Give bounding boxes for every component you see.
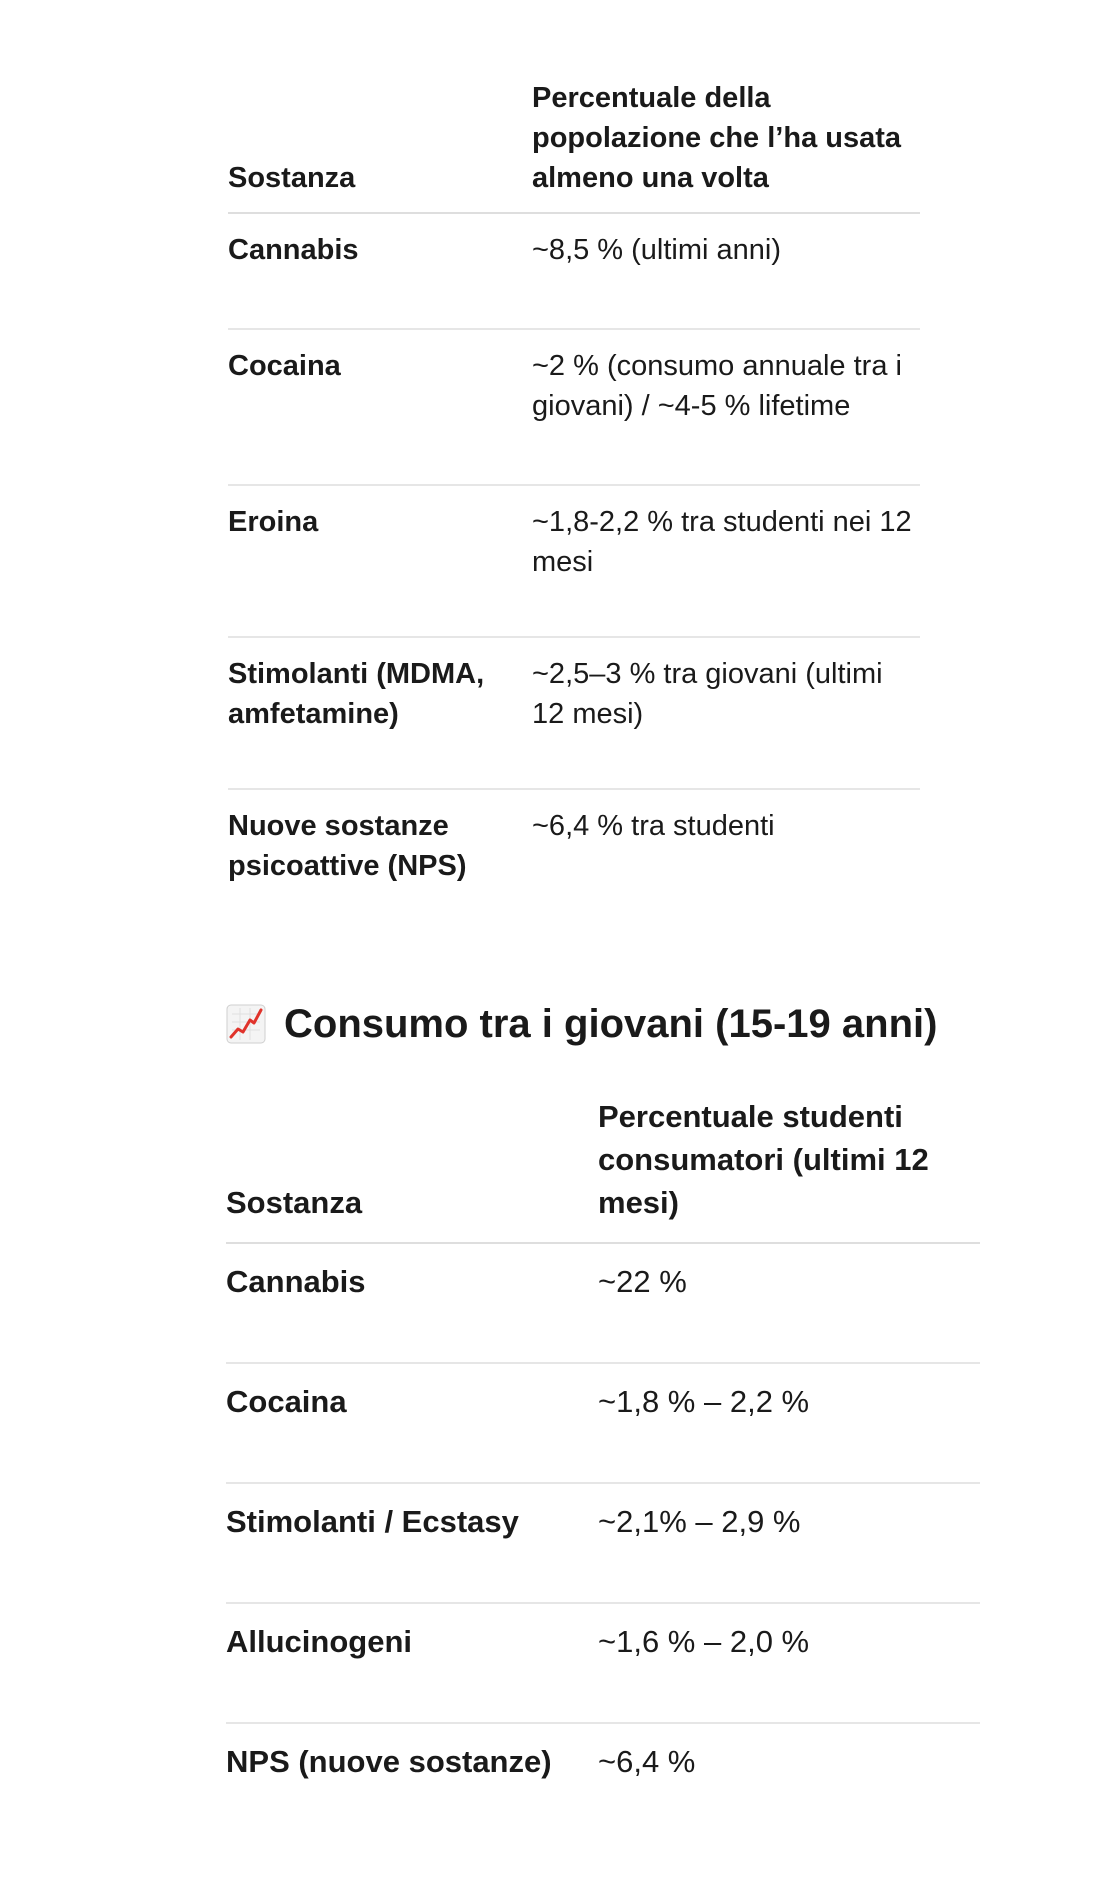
table-row xyxy=(226,1243,980,1363)
substance-cell: Cocaina xyxy=(226,1363,598,1483)
substance-cell: NPS (nuove sostanze) xyxy=(226,1744,552,1779)
value-cell: ~6,4 % xyxy=(598,1744,696,1779)
substance-cell: Cannabis xyxy=(228,213,532,329)
table-row xyxy=(226,1603,980,1723)
section-heading xyxy=(226,998,937,1050)
column-header-substance: Sostanza xyxy=(228,66,532,213)
table-row xyxy=(228,789,920,926)
substance-cell: Cannabis xyxy=(226,1243,598,1363)
table-row xyxy=(226,1483,980,1603)
table-row xyxy=(228,485,920,637)
table-row xyxy=(228,329,920,485)
substance-cell: Stimolanti (MDMA, amfetamine) xyxy=(228,637,532,789)
section-title: Consumo tra i giovani (15-19 anni) xyxy=(284,1002,938,1046)
substance-cell: Nuove sostanze psicoattive (NPS) xyxy=(228,810,467,882)
youth-consumption-table xyxy=(226,1092,980,1842)
substance-cell: Cocaina xyxy=(228,329,532,485)
table-header-row xyxy=(228,66,920,213)
table-row xyxy=(226,1363,980,1483)
value-cell: ~22 % xyxy=(598,1243,980,1363)
chart-increasing-icon xyxy=(226,1004,266,1044)
table-row xyxy=(228,213,920,329)
table-row xyxy=(228,637,920,789)
value-cell: ~1,6 % – 2,0 % xyxy=(598,1603,980,1723)
value-cell: ~1,8 % – 2,2 % xyxy=(598,1363,980,1483)
value-cell: ~2 % (consumo annuale tra i giovani) / ~4-5 % lifetime xyxy=(532,329,920,485)
substance-cell: Stimolanti / Ecstasy xyxy=(226,1483,598,1603)
table-row xyxy=(226,1723,980,1842)
value-cell: ~2,1% – 2,9 % xyxy=(598,1483,980,1603)
column-header-substance: Sostanza xyxy=(226,1092,598,1243)
column-header-percentage: Percentuale della popolazione che l’ha usata almeno una volta xyxy=(532,66,920,213)
substance-cell: Allucinogeni xyxy=(226,1603,598,1723)
value-cell: ~1,8-2,2 % tra studenti nei 12 mesi xyxy=(532,485,920,637)
column-header-percentage: Percentuale studenti consumatori (ultimi 12 mesi) xyxy=(598,1092,980,1243)
value-cell: ~6,4 % tra studenti xyxy=(532,810,775,842)
substance-cell: Eroina xyxy=(228,485,532,637)
value-cell: ~2,5–3 % tra giovani (ultimi 12 mesi) xyxy=(532,637,920,789)
substances-population-table xyxy=(228,66,920,926)
value-cell: ~8,5 % (ultimi anni) xyxy=(532,213,920,329)
table-header-row xyxy=(226,1092,980,1243)
